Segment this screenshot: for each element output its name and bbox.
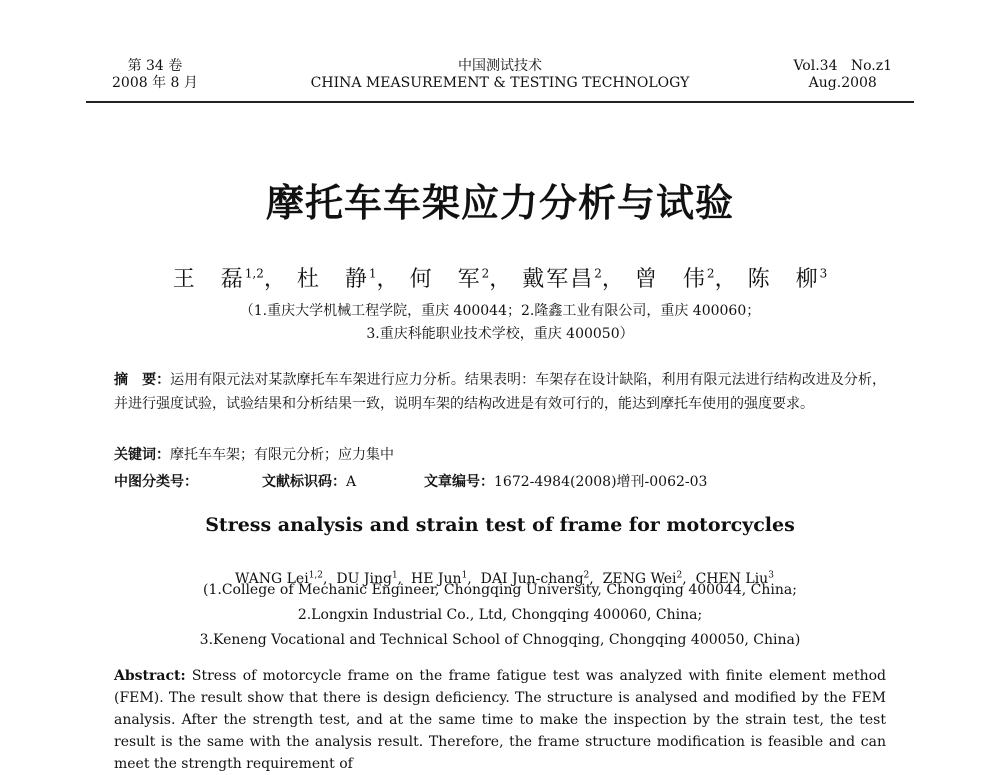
- author-zh: 戴军昌$^2$，: [522, 266, 626, 292]
- paper-title-en: Stress analysis and strain test of frame for motorcycles: [205, 514, 795, 536]
- abstract-en-text: Stress of motorcycle frame on the frame fatigue test was analyzed with finite element method (FEM). The result show that there is design deficiency. The structure is analysed and modified by the FEM analysis. After the strength test, and at the same time to make the inspection by the strain test, the test result is the same with the analysis result. Therefore, the frame structure modification is feasible and can meet the strength requirement of: [114, 668, 886, 772]
- keywords-zh-text: 摩托车车架；有限元分析；应力集中: [170, 447, 394, 463]
- author-en: ZENG Wei$^2$,: [602, 570, 696, 587]
- abstract-zh: [114, 368, 886, 416]
- affiliation-en-line: 3.Keneng Vocational and Technical School of Chnogqing, Chongqing 400050, China): [199, 632, 801, 648]
- author-en: WANG Lei$^{1,2}$,: [234, 570, 337, 587]
- volume-zh: 第 34 卷: [127, 58, 183, 74]
- journal-name: [300, 58, 700, 92]
- clc-number: 中图分类号：: [114, 474, 198, 490]
- author-zh: 杜 静$^1$，: [296, 266, 401, 292]
- journal-volume-zh: [112, 58, 198, 92]
- journal-name-en: CHINA MEASUREMENT & TESTING TECHNOLOGY: [310, 75, 690, 91]
- journal-name-zh: 中国测试技术: [458, 58, 542, 74]
- abstract-en: [114, 665, 886, 775]
- abstract-zh-text: 运用有限元法对某款摩托车车架进行应力分析。结果表明：车架存在设计缺陷，利用有限元法进行结构改进及分析，并进行强度试验，试验结果和分析结果一致，说明车架的结构改进是有效可行的，能达到摩托车使用的强度要求。: [114, 372, 887, 412]
- author-en: DAI Jun-chang$^2$,: [480, 570, 603, 587]
- keywords-zh-label: 关键词：: [114, 447, 170, 463]
- author-zh: 曾 伟$^2$，: [634, 266, 739, 292]
- affiliation-en-line: (1.College of Mechanic Engineer, Chongqing University, Chongqing 400044, China;: [203, 582, 797, 598]
- affiliation-zh-line: （1.重庆大学机械工程学院，重庆 400044；2.隆鑫工业有限公司，重庆 400060；: [239, 303, 761, 319]
- author-zh: 王 磊$^{1,2}$，: [172, 266, 288, 292]
- date-zh: 2008 年 8 月: [112, 75, 198, 91]
- author-en: DU Jing$^1$,: [336, 570, 412, 587]
- affiliation-zh-line: 3.重庆科能职业技术学校，重庆 400050）: [366, 326, 634, 342]
- abstract-zh-label: 摘 要：: [114, 372, 171, 388]
- journal-volume-en: [793, 58, 892, 92]
- author-zh: 何 军$^2$，: [409, 266, 514, 292]
- author-en: CHEN Liu$^3$: [695, 570, 774, 587]
- article-number: 文章编号：1672-4984(2008)增刊-0062-03: [424, 474, 708, 490]
- header-rule: [86, 101, 914, 103]
- document-code: 文献标识码：A: [262, 474, 357, 490]
- volume-en: Vol.34 No.z1: [793, 58, 892, 74]
- paper-title-zh: 摩托车车架应力分析与试验: [265, 181, 734, 225]
- keywords-zh: [114, 444, 394, 464]
- abstract-en-label: Abstract:: [114, 668, 186, 684]
- author-zh: 陈 柳$^3$: [747, 266, 828, 292]
- date-en: Aug.2008: [808, 75, 877, 91]
- author-en: HE Jun$^1$,: [411, 570, 481, 587]
- affiliation-en-line: 2.Longxin Industrial Co., Ltd, Chongqing 400060, China;: [297, 607, 703, 623]
- authors-zh: [0, 262, 1000, 293]
